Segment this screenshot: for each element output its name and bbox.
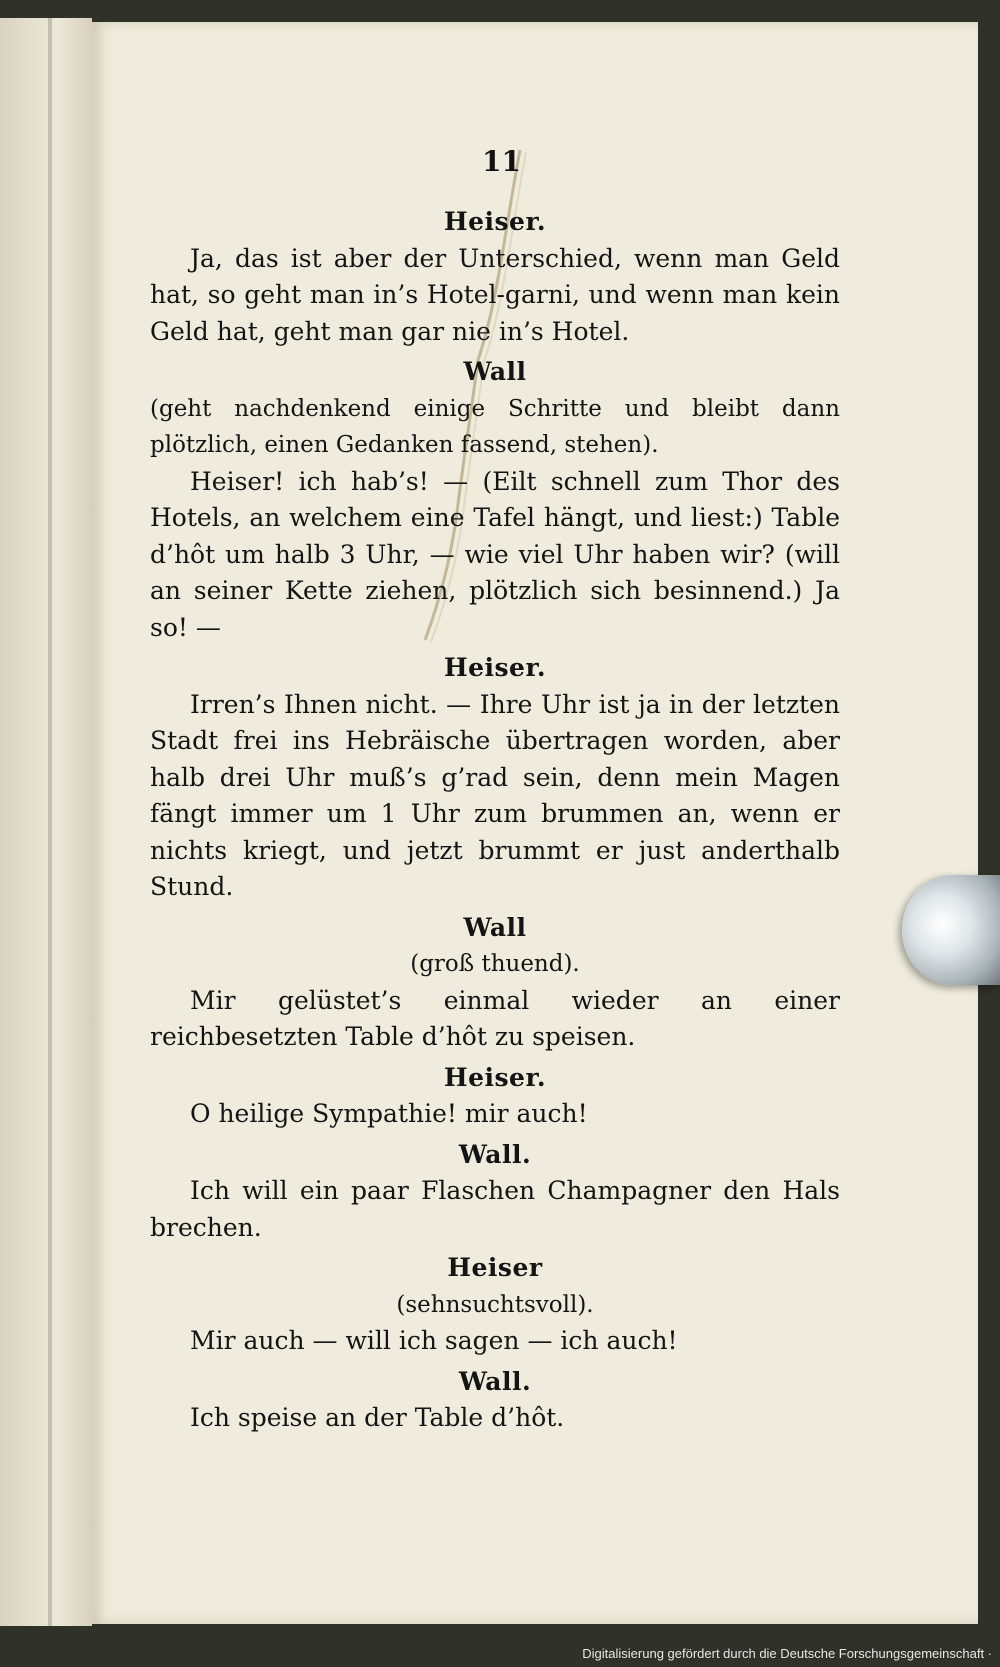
speaker-heading: Wall. — [458, 1366, 532, 1396]
page-clip — [902, 875, 1000, 985]
stage-direction: (sehnsuchtsvoll). — [396, 1291, 594, 1318]
speaker-heading: Heiser. — [443, 1062, 547, 1092]
speaker-heading: Heiser. — [443, 653, 547, 682]
speaker-heading: Wall — [463, 357, 527, 386]
dialogue-paragraph: Ich will ein paar Flaschen Champagner den Hals brechen. — [150, 1176, 840, 1242]
stage-direction: (geht nachdenkend einige Schritte und bleibt dann plötzlich, einen Gedanken fassend, stehen). — [150, 395, 840, 458]
dialogue-paragraph: Mir auch — will ich sagen — ich auch! — [190, 1326, 678, 1355]
dialogue-paragraph: Irren’s Ihnen nicht. — Ihre Uhr ist ja in der letzten Stadt frei ins Hebräische übertragen worden, aber halb drei Uhr muß’s g’rad sein, denn mein Magen fängt immer um 1 Uhr zum brummen an, wenn er nichts kriegt, und jetzt brummt er just anderthalb Stund. — [150, 689, 840, 901]
dialogue-paragraph: O heilige Sympathie! mir auch! — [190, 1099, 588, 1128]
page-number: 11 — [482, 145, 521, 178]
speaker-heading: Heiser — [447, 1253, 543, 1282]
dialogue-paragraph: Mir gelüstet’s einmal wieder an einer reichbesetzten Table d’hôt zu speisen. — [150, 985, 840, 1051]
stage-direction: (groß thuend). — [410, 951, 580, 977]
speaker-heading: Wall — [463, 912, 527, 942]
play-text — [150, 200, 840, 1437]
dialogue-paragraph: Ich speise an der Table d’hôt. — [190, 1403, 565, 1432]
digitization-credit: Digitalisierung gefördert durch die Deutsche Forschungsgemeinschaft · — [582, 1646, 992, 1661]
dialogue-paragraph: Ja, das ist aber der Unterschied, wenn man Geld hat, so geht man in’s Hotel-garni, und wenn man kein Geld hat, geht man gar nie in’s Hotel. — [150, 243, 840, 346]
left-page-edge — [0, 18, 92, 1626]
speaker-heading: Wall. — [458, 1139, 532, 1169]
page-fold-line — [48, 18, 52, 1626]
speaker-heading: Heiser. — [443, 207, 547, 236]
dialogue-paragraph: Heiser! ich hab’s! — (Eilt schnell zum Thor des Hotels, an welchem eine Tafel hängt, und liest:) Table d’hôt um halb 3 Uhr, — wie viel Uhr haben wir? (will an seiner Kette ziehen, plötzlich sich besinnend.) Ja so! — — [150, 466, 840, 642]
